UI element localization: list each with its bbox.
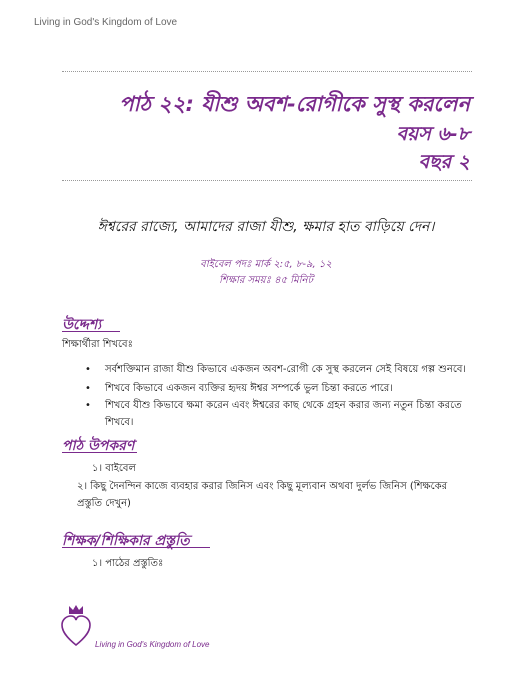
bullet-icon: • — [85, 400, 91, 411]
bullet-icon: • — [85, 364, 91, 375]
age-range: বয়স ৬-৮ — [396, 123, 470, 145]
bullet-icon: • — [85, 383, 91, 394]
bible-reference: বাইবেল পদঃ মার্ক ২:৫, ৮-৯, ১২ — [200, 259, 332, 270]
crown-heart-logo-icon — [60, 603, 92, 649]
materials-underline — [62, 452, 137, 453]
header-text: Living in God's Kingdom of Love — [34, 17, 178, 28]
footer-text: Living in God's Kingdom of Love — [95, 640, 210, 649]
objective-item: শিখবে যীশু কিভাবে ক্ষমা করেন এবং ঈশ্বরের কাছ থেকে গ্রহন করার জন্য নতুন চিন্তা করতে শিখবে। — [105, 400, 462, 428]
materials-item: ২। কিছু দৈনন্দিন কাজে ব্যবহার করার জিনিস এবং কিছু মূল্যবান অথবা দুর্লভ জিনিস (শিক্ষকের প্রস্তুতি দেখুন) — [77, 481, 448, 509]
lesson-theme: ঈশ্বরের রাজ্যে, আমাদের রাজা যীশু, ক্ষমার হাত বাড়িয়ে দেন। — [97, 219, 435, 235]
objectives-heading: উদ্দেশ্য — [62, 317, 102, 333]
teacher-prep-heading: শিক্ষক/শিক্ষিকার প্রস্তুতি — [62, 533, 190, 549]
lesson-time: শিক্ষার সময়ঃ ৪৫ মিনিট — [219, 275, 313, 286]
lesson-title: পাঠ ২২: যীশু অবশ-রোগীকে সুস্থ করলেন — [119, 92, 470, 116]
materials-item: ১। বাইবেল — [92, 463, 136, 474]
objectives-intro: শিক্ষার্থীরা শিখবেঃ — [62, 339, 133, 350]
objective-item: সর্বশক্তিমান রাজা যীশু কিভাবে একজন অবশ-রোগী কে সুস্থ করলেন সেই বিষয়ে গল্প শুনবে। — [105, 364, 466, 375]
teacher-prep-item: ১। পাঠের প্রস্তুতিঃ — [92, 558, 164, 569]
objective-item: শিখবে কিভাবে একজন ব্যক্তির হৃদয় ঈশ্বর সম্পর্কে ভুল চিন্তা করতে পারে। — [105, 383, 393, 394]
materials-heading: পাঠ উপকরণ — [62, 438, 135, 454]
teacher-prep-underline — [62, 547, 210, 548]
year-label: বছর ২ — [418, 151, 470, 173]
